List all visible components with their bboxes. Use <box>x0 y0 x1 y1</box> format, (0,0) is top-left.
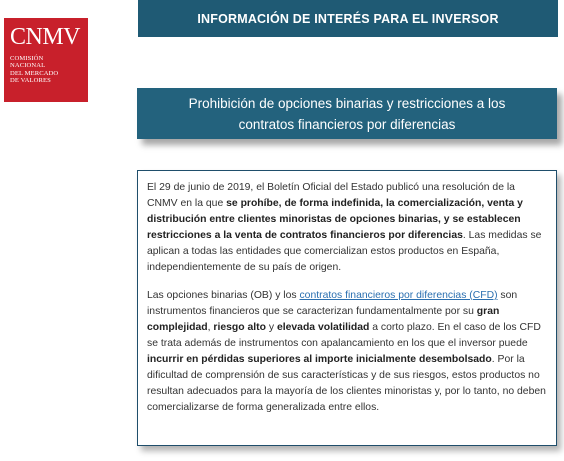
paragraph-products <box>147 288 547 416</box>
paragraph-intro <box>147 180 547 276</box>
bold-text: gran complejidad <box>147 306 500 333</box>
logo-line: DEL MERCADO <box>10 69 59 77</box>
text-run: son instrumentos financieros que se caracterizan fundamentalmente por su <box>147 290 518 317</box>
logo-line: COMISIÓN <box>10 55 44 62</box>
title-line: Prohibición de opciones binarias y restricciones a los <box>188 95 506 111</box>
text-run: , <box>207 322 214 333</box>
title-line: contratos financieros por diferencias <box>238 116 456 132</box>
cnmv-logo <box>4 18 88 102</box>
cfd-link[interactable]: contratos financieros por diferencias (CFD) <box>299 290 498 301</box>
text-run: y <box>265 322 277 333</box>
text-run: El 29 de junio de 2019, el Boletín Oficial del Estado publicó una resolución de la CNMV en la que <box>147 182 515 209</box>
logo-mark: CNMV <box>10 24 81 50</box>
logo-line: DE VALORES <box>10 77 51 85</box>
text-run: . Por la dificultad de comprensión de sus características y de sus riesgos, estos productos no resultan adecuados para la mayoría de los clientes minoristas y, por lo tanto, no deben comercializarse de forma generalizada entre ellos. <box>147 354 546 413</box>
text-run: Las opciones binarias (OB) y los <box>147 290 300 301</box>
info-box <box>137 170 557 446</box>
bold-text: elevada volatilidad <box>276 322 370 333</box>
bold-text: incurrir en pérdidas superiores al importe inicialmente desembolsado <box>147 354 492 365</box>
text-run: . Las medidas se aplican a todas las entidades que comercializan estos productos en España, independientemente de su país de origen. <box>147 230 542 273</box>
text-run: a corto plazo. En el caso de los CFD se trata además de instrumentos con apalancamiento en los que el inversor puede <box>147 322 541 349</box>
header-banner: INFORMACIÓN DE INTERÉS PARA EL INVERSOR <box>138 0 558 37</box>
logo-subtitle <box>10 55 84 85</box>
logo-line: NACIONAL <box>10 62 46 70</box>
page-title <box>137 88 557 139</box>
bold-text: riesgo alto <box>213 322 266 333</box>
bold-text: se prohíbe, de forma indefinida, la comercialización, venta y distribución entre clientes minoristas de opciones binarias, y se establecen restricciones a la venta de contratos financieros por diferencias <box>147 198 523 241</box>
